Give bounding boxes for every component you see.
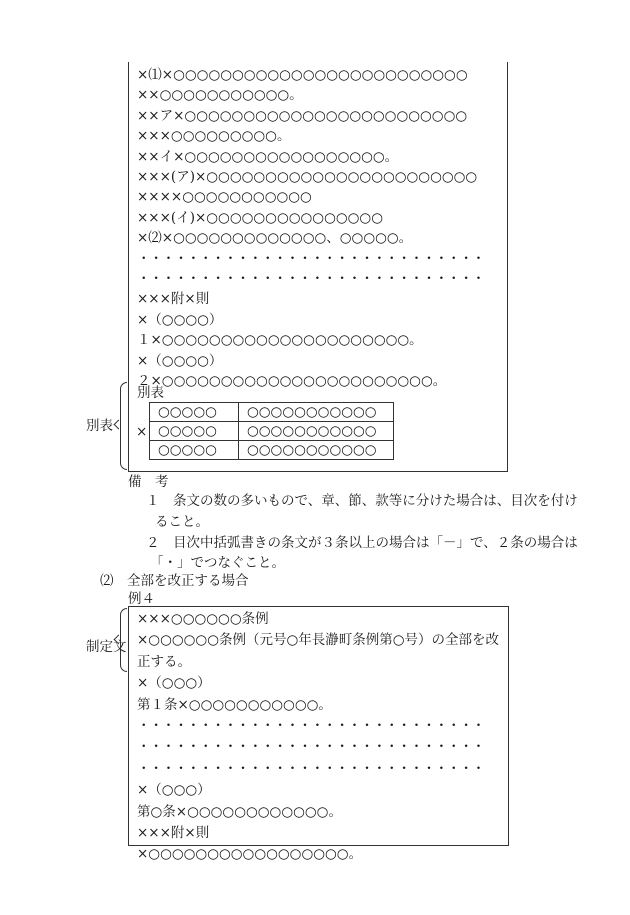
text-line: ×⑵×○○○○○○○○○○○○○、○○○○○。 xyxy=(137,230,413,247)
text-line: ×○○○○○○○○○○○○○○○○○。 xyxy=(137,846,363,863)
table-cell: ○○○○○ xyxy=(150,422,239,441)
table-cell: ○○○○○○○○○○○ xyxy=(239,422,394,441)
table-row xyxy=(150,441,394,460)
text-line: ×⑴×○○○○○○○○○○○○○○○○○○○○○○○○○ xyxy=(137,67,468,83)
table-cell: ○○○○○○○○○○○ xyxy=(239,441,394,460)
table-prefix: × xyxy=(136,424,148,440)
text-line: ××ア×○○○○○○○○○○○○○○○○○○○○○○○○ xyxy=(137,107,468,124)
section-heading: ⑵ 全部を改正する場合 xyxy=(100,573,249,589)
text-line: ×××○○○○○○○○○。 xyxy=(137,128,291,145)
table-cell: ○○○○○ xyxy=(150,403,239,422)
example-label: 例４ xyxy=(128,591,155,607)
text-line: ××××○○○○○○○○○○○ xyxy=(137,189,312,206)
text-line: ×××(ア)×○○○○○○○○○○○○○○○○○○○○○○○ xyxy=(137,169,478,185)
dotted-line: ・・・・・・・・・・・・・・・・・・・・・・・・・・・・ xyxy=(137,271,485,287)
text-line: ×××附×則 xyxy=(137,825,210,841)
notes-item-cont: ること。 xyxy=(155,514,209,530)
appendix-title: 別表 xyxy=(137,385,164,401)
text-line: ×（○○○○） xyxy=(137,352,223,369)
appendix-table xyxy=(149,402,394,460)
notes-item-cont: 「・」でつなぐこと。 xyxy=(150,555,285,571)
dotted-line: ・・・・・・・・・・・・・・・・・・・・・・・・・・・・ xyxy=(137,250,485,267)
text-line: ×××附×則 xyxy=(137,291,210,308)
side-label-enactment: 制定文 xyxy=(86,639,127,655)
notes-item: ２ 目次中括弧書きの条文が３条以上の場合は「－」で、２条の場合は xyxy=(146,535,578,551)
notes-title: 備 考 xyxy=(128,474,169,490)
text-line: ×○○○○○○条例（元号○年長瀞町条例第○号）の全部を改 xyxy=(137,632,500,649)
table-cell: ○○○○○○○○○○○ xyxy=(239,403,394,422)
notes-item: １ 条文の数の多いもので、章、節、款等に分けた場合は、目次を付け xyxy=(146,493,578,509)
text-line: 第１条×○○○○○○○○○○○。 xyxy=(137,696,332,713)
table-row xyxy=(150,422,394,441)
text-line: ××○○○○○○○○○○○。 xyxy=(137,87,303,104)
text-line: 正する。 xyxy=(137,653,191,670)
text-line: 第○条×○○○○○○○○○○○○。 xyxy=(137,803,342,820)
dotted-line: ・・・・・・・・・・・・・・・・・・・・・・・・・・・・ xyxy=(137,760,485,777)
text-line: ×（○○○） xyxy=(137,675,211,692)
side-label-appendix: 別表 xyxy=(86,418,113,434)
text-line: ×（○○○） xyxy=(137,782,211,799)
text-line: ××イ×○○○○○○○○○○○○○○○○○。 xyxy=(137,148,399,165)
text-line: ×××○○○○○○条例 xyxy=(137,611,269,627)
dotted-line: ・・・・・・・・・・・・・・・・・・・・・・・・・・・・ xyxy=(137,739,485,756)
table-cell: ○○○○○ xyxy=(150,441,239,460)
text-line: ×××(イ)×○○○○○○○○○○○○○○○ xyxy=(137,209,383,226)
text-line: ×（○○○○） xyxy=(137,311,223,328)
dotted-line: ・・・・・・・・・・・・・・・・・・・・・・・・・・・・ xyxy=(137,718,485,734)
text-line: ２×○○○○○○○○○○○○○○○○○○○○○○○。 xyxy=(137,373,447,389)
text-line: １×○○○○○○○○○○○○○○○○○○○○○。 xyxy=(137,332,423,349)
table-row xyxy=(150,403,394,422)
